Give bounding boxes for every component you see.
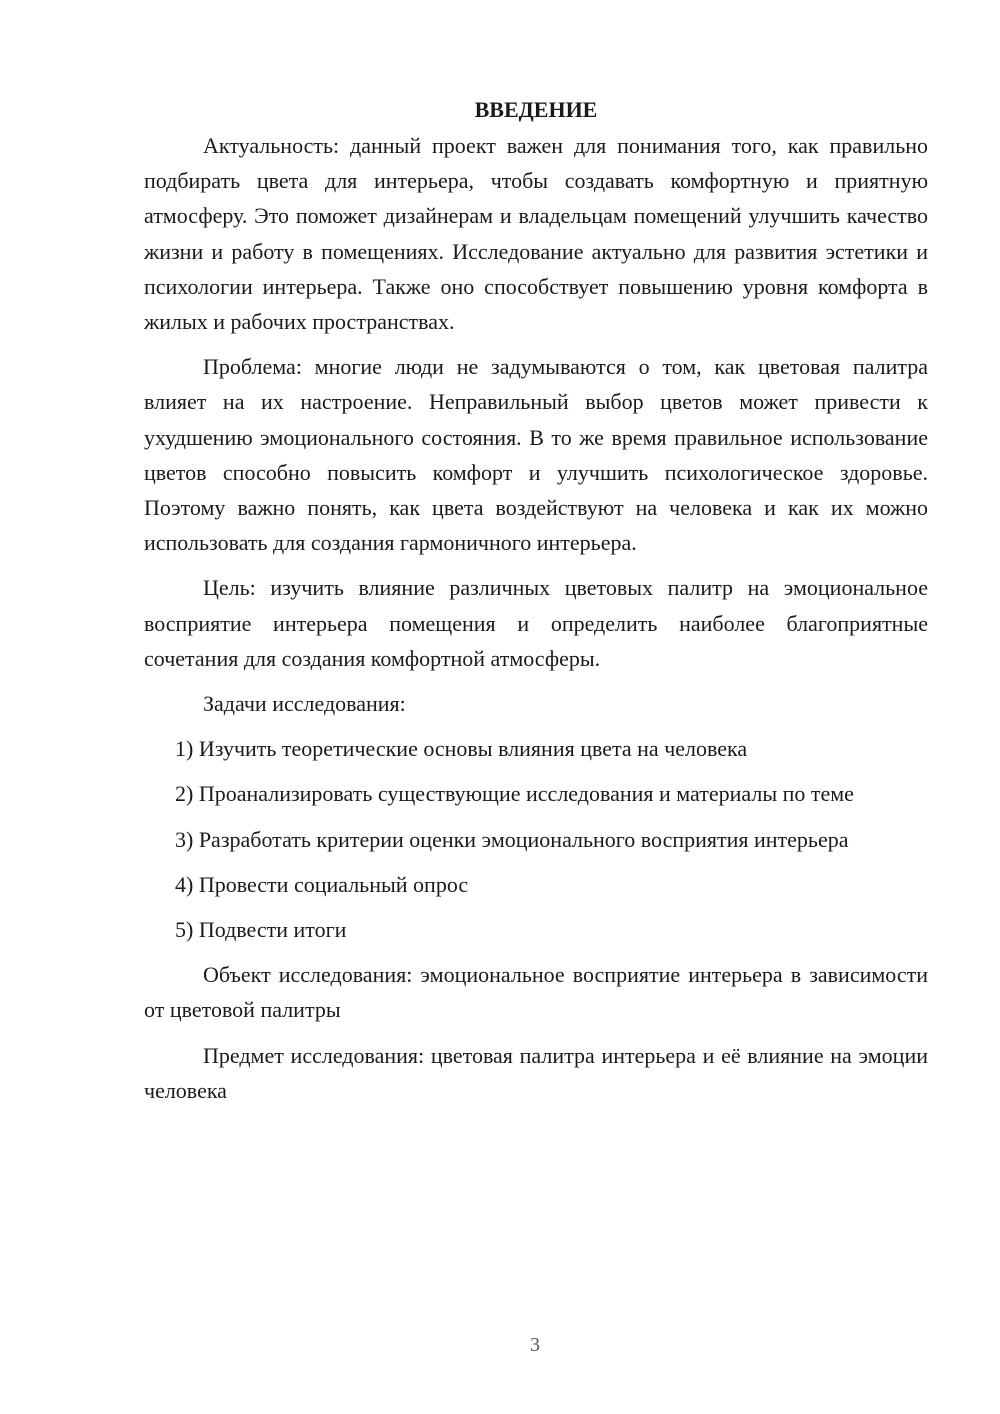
- task-item-5: 5) Подвести итоги: [175, 917, 347, 943]
- section-heading: ВВЕДЕНИЕ: [474, 97, 598, 122]
- task-item-4: 4) Провести социальный опрос: [175, 871, 469, 897]
- problem-paragraph: Проблема: многие люди не задумываются о том, как цветовая палитра влияет на их настроение. Неправильный выбор цветов может привести к ухудшению эмоционального состояния. В то же время правильное использование цветов способно повысить комфорт и улучшить психологическое здоровье. Поэтому важно понять, как цвета воздействуют на человека и как их можно использовать для создания гармоничного интерьера.: [144, 354, 928, 556]
- goal-paragraph: Цель: изучить влияние различных цветовых палитр на эмоциональное восприятие интерьера помещения и определить наиболее благоприятные сочетания для создания комфортной атмосферы.: [144, 575, 928, 671]
- page-number: 3: [530, 1334, 540, 1356]
- task-item-1: 1) Изучить теоретические основы влияния цвета на человека: [175, 736, 748, 762]
- object-paragraph: Объект исследования: эмоциональное восприятие интерьера в зависимости от цветовой палитры: [144, 962, 928, 1023]
- relevance-paragraph: Актуальность: данный проект важен для понимания того, как правильно подбирать цвета для интерьера, чтобы создавать комфортную и приятную атмосферу. Это поможет дизайнерам и владельцам помещений улучшить качество жизни и работу в помещениях. Исследование актуально для развития эстетики и психологии интерьера. Также оно способствует повышению уровня комфорта в жилых и рабочих пространствах.: [144, 133, 928, 335]
- subject-paragraph: Предмет исследования: цветовая палитра интерьера и её влияние на эмоции человека: [144, 1042, 928, 1103]
- task-item-2: 2) Проанализировать существующие исследования и материалы по теме: [175, 781, 854, 807]
- task-item-3: 3) Разработать критерии оценки эмоционального восприятия интерьера: [175, 826, 849, 852]
- document-page: [144, 92, 928, 1108]
- tasks-heading: Задачи исследования:: [203, 691, 406, 717]
